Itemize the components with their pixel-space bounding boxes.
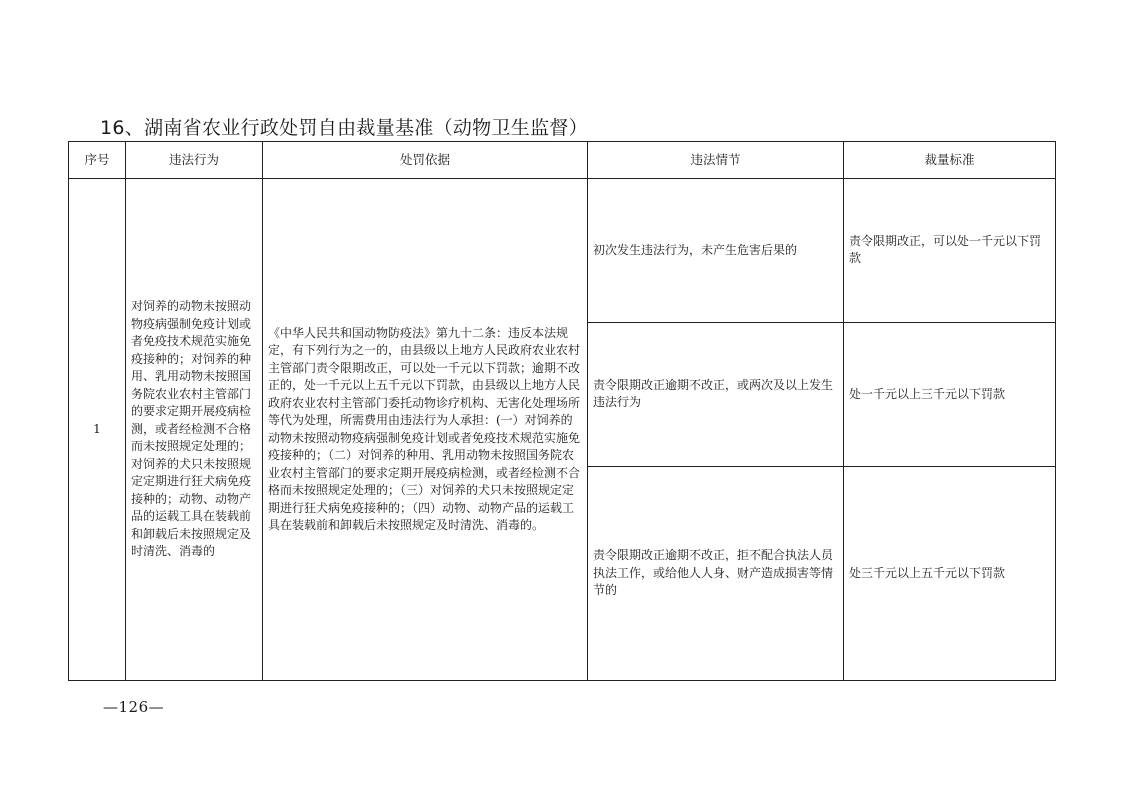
penalty-standard-table [68, 141, 1056, 681]
header-basis: 处罚依据 [263, 142, 588, 179]
standard-level-1: 责令限期改正，可以处一千元以下罚款 [844, 179, 1056, 323]
header-no: 序号 [69, 142, 126, 179]
header-standard: 裁量标准 [844, 142, 1056, 179]
table-row [69, 179, 1056, 323]
header-act: 违法行为 [126, 142, 263, 179]
standard-level-2: 处一千元以上三千元以下罚款 [844, 322, 1056, 466]
table-header-row [69, 142, 1056, 179]
page-title: 16、湖南省农业行政处罚自由裁量基准（动物卫生监督） [100, 117, 588, 139]
page-number: —126— [103, 698, 165, 716]
penalty-basis: 《中华人民共和国动物防疫法》第九十二条：违反本法规定，有下列行为之一的，由县级以上地方人民政府农业农村主管部门责令限期改正，可以处一千元以下罚款；逾期不改正的，处一千元以上五千元以下罚款，由县级以上地方人民政府农业农村主管部门委托动物诊疗机构、无害化处理场所等代为处理，所需费用由违法行为人承担：(一）对饲养的动物未按照动物疫病强制免疫计划或者免疫技术规范实施免疫接种的；（二）对饲养的种用、乳用动物未按照国务院农业农村主管部门的要求定期开展疫病检测，或者经检测不合格而未按照规定处理的；（三）对饲养的犬只未按照规定定期进行狂犬病免疫接种的；（四）动物、动物产品的运载工具在装载前和卸载后未按照规定及时清洗、消毒的。 [263, 179, 588, 681]
row-number: 1 [69, 179, 126, 681]
standard-level-3: 处三千元以上五千元以下罚款 [844, 466, 1056, 680]
circumstance-level-3: 责令限期改正逾期不改正，拒不配合执法人员执法工作，或给他人人身、财产造成损害等情节的 [588, 466, 844, 680]
violation-act: 对饲养的动物未按照动物疫病强制免疫计划或者免疫技术规范实施免疫接种的；对饲养的种用、乳用动物未按照国务院农业农村主管部门的要求定期开展疫病检测，或者经检测不合格而未按照规定处理的；对饲养的犬只未按照规定定期进行狂犬病免疫接种的；动物、动物产品的运载工具在装载前和卸载后未按照规定及时清洗、消毒的 [126, 179, 263, 681]
circumstance-level-2: 责令限期改正逾期不改正，或两次及以上发生违法行为 [588, 322, 844, 466]
circumstance-level-1: 初次发生违法行为，未产生危害后果的 [588, 179, 844, 323]
header-circumstance: 违法情节 [588, 142, 844, 179]
